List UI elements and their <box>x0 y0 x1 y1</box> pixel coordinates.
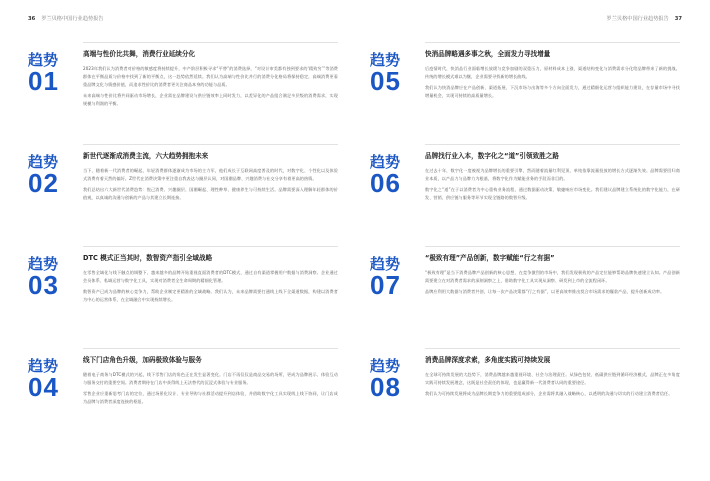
trend-title: “极致有理”产品创新，数字赋能“行之有据” <box>425 254 555 262</box>
trend-01 <box>28 42 338 142</box>
trend-label: 趋势 <box>28 357 59 375</box>
paragraph: 2023年我们认为消费者对价格的敏感度将持续提升，中产阶层积极寻求“平替”的消费选择，“对设计审美都有独到要求的‘精致穷’”等消费群体在平衡品质与价格中找到了新的平衡点，这一趋势依然延续。我们认为高端与性价比并行的消费分化格局将保持稳定，高端消费更看重品牌文化与情感价值，而追求性价比的消费者更关注商品本身的功能与品质。 <box>83 66 338 87</box>
trend-label: 趋势 <box>370 51 401 69</box>
trend-body <box>425 42 680 142</box>
paragraph: 数智资产已成为品牌的核心竞争力，帮助企业制定更精准的全域战略。我们认为，未来品牌需要打通线上线下全渠道数据，构建以消费者为中心的运营体系，在全域融合中实现持续增长。 <box>83 289 338 302</box>
trend-label: 趋势 <box>370 255 401 273</box>
left-page <box>28 42 338 450</box>
trend-tag <box>370 246 425 346</box>
trend-label: 趋势 <box>370 153 401 171</box>
trend-title: 高端与性价比共舞，消费行业延续分化 <box>83 50 196 58</box>
paragraph: 后疫情时代，快消品行业面临增长放缓与竞争加剧的双重压力，原材料成本上涨、渠道结构变化与消费需求分化给品牌带来了新的挑战。传统的增长模式难以为继，企业需要寻找新的增长曲线。 <box>425 66 680 79</box>
trend-title: 线下门店角色升级，加码极致体验与服务 <box>83 356 202 364</box>
paragraph: “极致有理”是当下消费品牌产品创新的核心思想，在竞争激烈的市场中，我们发现极致的产品定位能够帮助品牌快速建立认知。产品创新需要建立在对消费者需求的深刻洞察之上，借助数字化工具实现从洞察、研发到上市的全流程闭环。 <box>425 270 680 283</box>
trend-text <box>425 65 680 100</box>
trend-03 <box>28 246 338 346</box>
trend-title: 新世代逐渐成消费主流，六大趋势拥抱未来 <box>83 152 209 160</box>
trend-text <box>83 65 338 108</box>
trend-tag <box>28 144 83 244</box>
trend-label: 趋势 <box>28 255 59 273</box>
trend-label: 趋势 <box>370 357 401 375</box>
trend-tag <box>28 348 83 448</box>
trend-body <box>83 42 338 142</box>
paragraph: 在过去十年，数字化一度被视为品牌增长的重要引擎，然而随着流量红利见顶，单纯依靠流量投放的增长方式逐渐失效。品牌需要回归商业本质，以产品力与品牌力为根基，将数字化作为赋能业务的手段而非目的。 <box>425 168 680 181</box>
page-number-right: 37 <box>674 15 682 22</box>
trend-number: 04 <box>28 372 59 402</box>
report-title-left: 罗兰贝格中国行业趋势报告 <box>41 16 104 22</box>
trend-number: 07 <box>370 270 401 300</box>
trend-number: 03 <box>28 270 59 300</box>
trend-text <box>425 167 680 202</box>
trend-body <box>83 246 338 346</box>
paragraph: 数字化之“道”在于以消费者为中心重构业务流程，通过数据驱动决策、敏捷响应市场变化。我们建议品牌建立系统化的数字化能力，在研发、营销、供应链与服务等环节实现全链路的数智升级。 <box>425 187 680 200</box>
trend-title: 消费品牌深度求索，多角度实践可持续发展 <box>425 356 551 364</box>
trend-tag <box>370 42 425 142</box>
paragraph: 我们认为可持续发展将成为品牌长期竞争力的重要组成部分，企业需将其融入战略核心，以透明的沟通与切实的行动建立消费者信任。 <box>425 391 673 396</box>
trend-body <box>425 246 680 346</box>
trend-tag <box>370 144 425 244</box>
trend-label: 趋势 <box>28 51 59 69</box>
trend-02 <box>28 144 338 244</box>
left-page-header <box>28 15 104 22</box>
trend-05 <box>370 42 680 142</box>
paragraph: 在全球可持续发展的大趋势下，消费品牌越来越重视环境、社会与治理责任。从绿色包装、低碳供应链到循环经济模式，品牌正在多角度实践可持续发展理念，这既是社会责任的体现，也是赢得新一代消费者认同的重要途径。 <box>425 372 680 385</box>
paragraph: 我们认为快消品牌应在产品创新、渠道拓展、下沉市场与出海等多个方向全面发力，通过精细化运营与组织能力建设，在存量市场中寻找增量机会，实现可持续的高质量增长。 <box>425 85 680 98</box>
right-page-header <box>607 15 683 22</box>
page-number-left: 36 <box>28 15 36 22</box>
trend-tag <box>28 246 83 346</box>
trend-text <box>83 371 338 406</box>
paragraph: 未来高端与性价比将共同驱动市场增长，企业需在品牌建设与供应链效率上同时发力，以差异化的产品组合满足多层级的消费需求，实现规模与利润的平衡。 <box>83 93 338 106</box>
trend-body <box>83 348 338 448</box>
trend-number: 08 <box>370 372 401 402</box>
trend-number: 05 <box>370 66 401 96</box>
paragraph: 随着电子商务与DTC模式的兴起，线下零售门店的角色正在发生显著变化。门店不再仅仅是商品交易的场所，更成为品牌展示、体验互动与服务交付的重要空间。消费者期待在门店中获得线上无法替代的沉浸式体验与专业服务。 <box>83 372 338 385</box>
trend-body <box>83 144 338 244</box>
trend-04 <box>28 348 338 448</box>
paragraph: 品牌应利用大数据与消费者共创，让每一次产品决策都“行之有据”，以更高效率推出契合市场需求的爆款产品，提升创新成功率。 <box>425 289 665 294</box>
report-title-right: 罗兰贝格中国行业趋势报告 <box>606 16 669 22</box>
trend-tag <box>28 42 83 142</box>
trend-label: 趋势 <box>28 153 59 171</box>
trend-body <box>425 144 680 244</box>
trend-text <box>425 269 680 296</box>
trend-title: 快消品牌略遇多事之秋，全面发力寻找增量 <box>425 50 551 58</box>
paragraph: 我们总结出六大新世代消费趋势：悦己消费、兴趣圈层、国潮崛起、理性种草、健康养生与可持续生活。品牌需要深入理解年轻群体的价值观，以真诚的沟通与创新的产品与其建立长期连接。 <box>83 187 338 200</box>
paragraph: 零售企业应重新思考门店的定位，通过场景化设计、专业导购与社群活动提升到店体验，并借助数字化工具实现线上线下协同，让门店成为品牌与消费者深度连接的枢纽。 <box>83 391 338 404</box>
trend-06 <box>370 144 680 244</box>
trend-text <box>83 167 338 202</box>
trend-07 <box>370 246 680 346</box>
paragraph: 当下，随着新一代消费者的崛起，年轻消费群体逐渐成为市场的主力军，他们成长于互联网高度普及的时代，对数字化、个性化以及体验式消费有着天然的偏好。Z世代在消费决策中更注重自我表达与圈层认同，对国潮品牌、兴趣消费与社交分享有着更高的热情。 <box>83 168 338 181</box>
trend-body <box>425 348 680 448</box>
trend-number: 02 <box>28 168 59 198</box>
right-page <box>370 42 680 450</box>
trend-08 <box>370 348 680 448</box>
trend-text <box>83 269 338 304</box>
trend-title: DTC 模式正当其时，数智资产指引全域战略 <box>83 254 213 262</box>
trend-number: 01 <box>28 66 59 96</box>
trend-text <box>425 371 680 398</box>
trend-number: 06 <box>370 168 401 198</box>
paragraph: 在零售全域化与线下触点的调整下，越来越多的品牌开始重视直面消费者的DTC模式，通过自有渠道掌握用户数据与消费洞察。企业通过会员体系、私域运营与数字化工具，实现对消费者全生命周期的精细化管理。 <box>83 270 338 283</box>
trend-title: 品牌找行业入本，数字化之“道”引领致胜之路 <box>425 152 559 160</box>
trend-tag <box>370 348 425 448</box>
